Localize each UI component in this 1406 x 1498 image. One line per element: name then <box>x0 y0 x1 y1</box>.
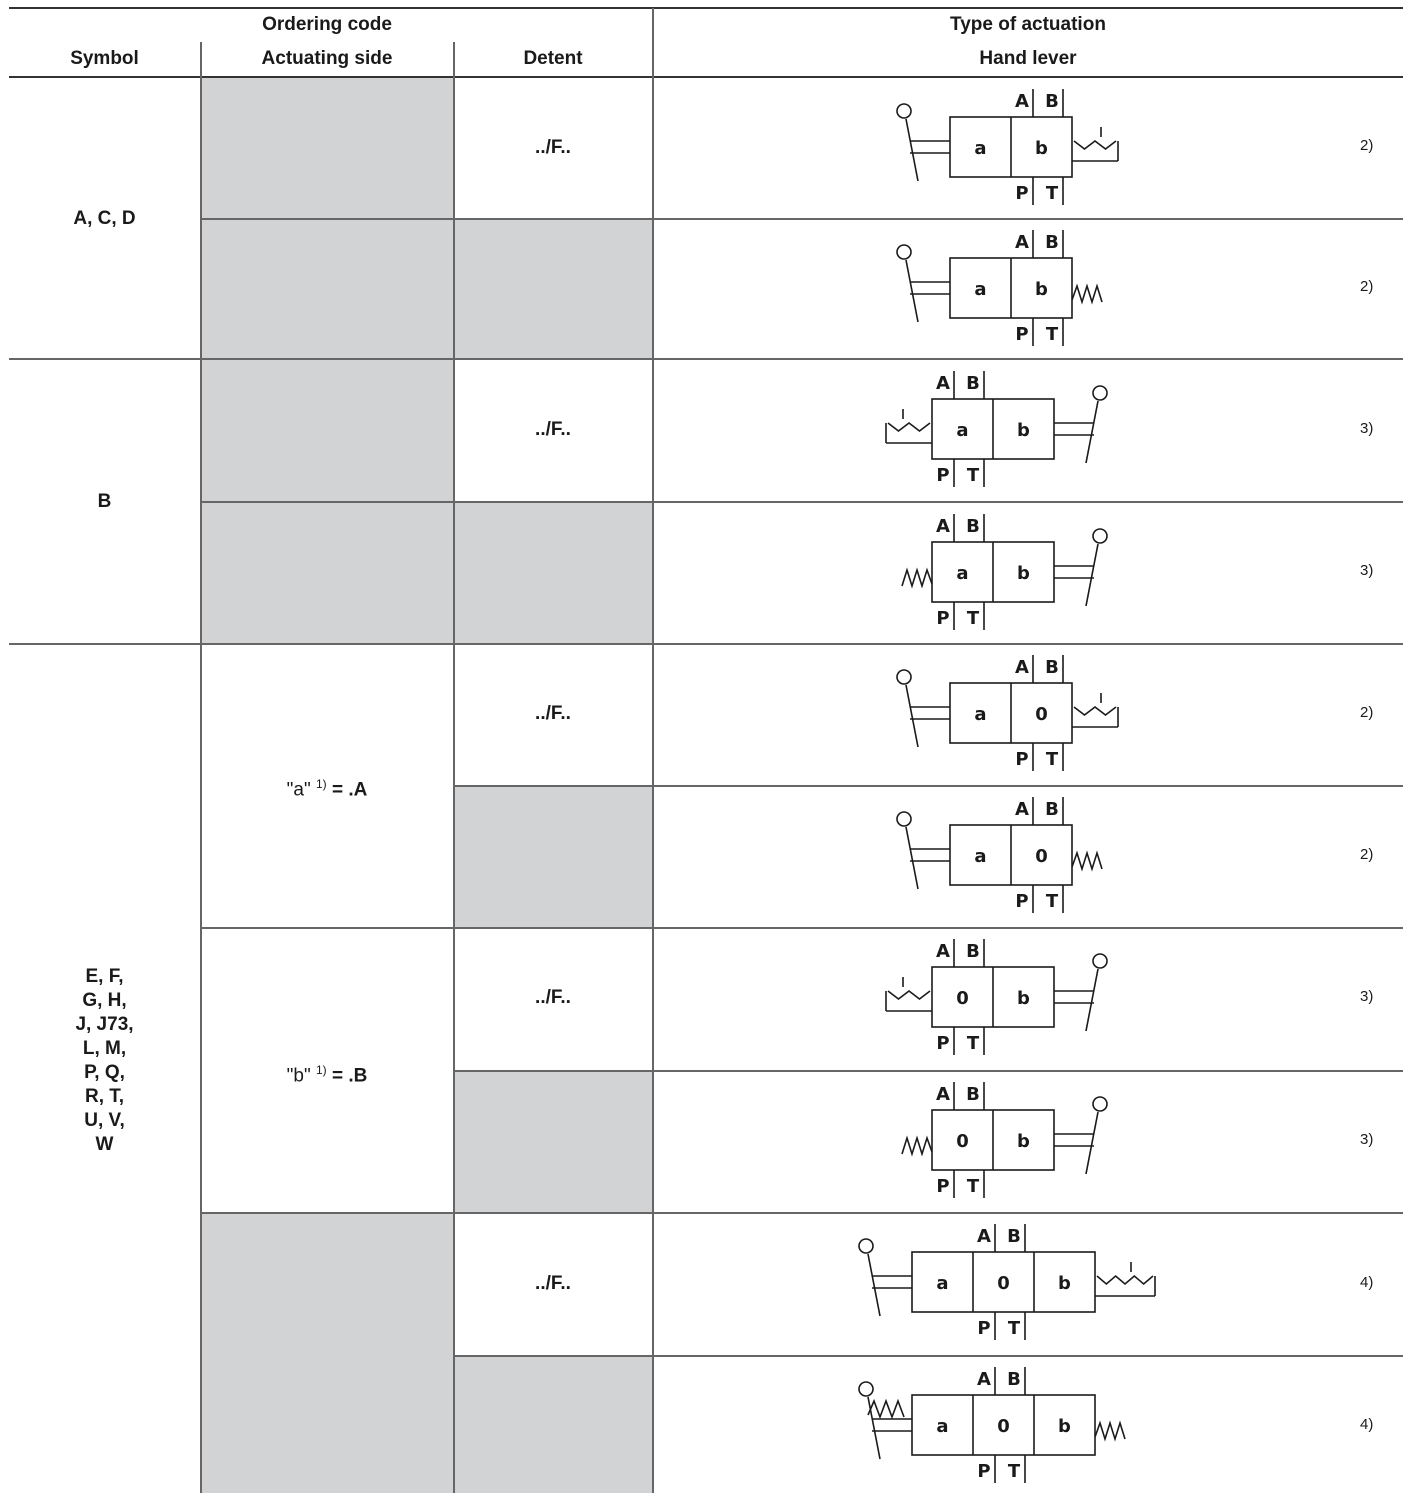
port-label: A <box>977 1226 991 1247</box>
port-label: A <box>936 941 950 962</box>
lever-arm <box>868 1397 880 1459</box>
header-actuating-side: Actuating side <box>261 48 393 69</box>
note-r5: 2) <box>1360 704 1374 721</box>
actuating-side-a <box>201 773 453 801</box>
lever-knob <box>859 1382 873 1396</box>
spring <box>902 1138 932 1154</box>
detent-notches <box>1074 141 1116 149</box>
lever-arm <box>1086 401 1098 463</box>
lever-arm <box>868 1254 880 1316</box>
footnote-ref: 1) <box>316 777 327 791</box>
detent-notches <box>1074 707 1116 715</box>
footnote-ref: 1) <box>316 1063 327 1077</box>
header-symbol: Symbol <box>70 48 139 69</box>
port-label: P <box>936 465 950 486</box>
lever-arm <box>1086 969 1098 1031</box>
actuating-code: = .B <box>326 1065 368 1087</box>
valve-symbol-r8 <box>850 1073 1270 1213</box>
spring <box>1072 286 1102 302</box>
shade-actuating-r3 <box>201 359 453 501</box>
position-label: b <box>1035 279 1048 300</box>
position-label: a <box>974 138 987 159</box>
position-label: 0 <box>997 1273 1010 1294</box>
position-label: a <box>974 846 987 867</box>
spring <box>1072 853 1102 869</box>
port-label: B <box>1007 1369 1021 1390</box>
position-label: 0 <box>1035 846 1048 867</box>
port-label: P <box>1015 891 1029 912</box>
lever-knob <box>1093 954 1107 968</box>
port-label: A <box>1015 232 1029 253</box>
lever-knob <box>897 104 911 118</box>
port-label: B <box>966 516 980 537</box>
port-label: P <box>1015 183 1029 204</box>
row-rule <box>454 1355 1403 1357</box>
port-label: P <box>977 1318 991 1339</box>
shade-detent-r10 <box>454 1356 652 1493</box>
shade-actuating-r4 <box>201 502 453 643</box>
position-label: b <box>1035 138 1048 159</box>
port-label: P <box>977 1461 991 1482</box>
position-label: b <box>1017 988 1030 1009</box>
header-hand-lever: Hand lever <box>979 48 1077 69</box>
position-label: b <box>1017 1131 1030 1152</box>
valve-symbol-r10 <box>850 1358 1270 1498</box>
lever-knob <box>1093 386 1107 400</box>
port-label: P <box>1015 749 1029 770</box>
port-label: A <box>1015 91 1029 112</box>
actuating-prefix: "a" <box>286 779 316 801</box>
lever-knob <box>1093 1097 1107 1111</box>
position-label: 0 <box>1035 704 1048 725</box>
port-label: P <box>936 1176 950 1197</box>
position-label: a <box>936 1273 949 1294</box>
position-label: a <box>936 1416 949 1437</box>
port-label: A <box>936 1084 950 1105</box>
port-label: T <box>1007 1318 1021 1339</box>
note-r10: 4) <box>1360 1416 1374 1433</box>
port-label: B <box>1045 232 1059 253</box>
shade-detent-r2 <box>454 219 652 358</box>
valve-symbol-r6 <box>850 788 1270 928</box>
lever-arm <box>906 119 918 181</box>
position-label: b <box>1058 1416 1071 1437</box>
shade-actuating-r1 <box>201 78 453 218</box>
spring <box>1095 1423 1125 1439</box>
port-label: T <box>966 1176 980 1197</box>
top-rule <box>9 7 1403 9</box>
detent-notches <box>888 991 930 999</box>
port-label: T <box>966 465 980 486</box>
port-label: A <box>1015 799 1029 820</box>
note-r1: 2) <box>1360 137 1374 154</box>
detent-notches <box>1097 1276 1153 1284</box>
position-label: a <box>956 420 969 441</box>
valve-symbol-r4 <box>850 505 1270 645</box>
position-label: a <box>974 704 987 725</box>
valve-symbol-r7 <box>850 930 1270 1070</box>
detent-r3: ../F.. <box>535 419 571 440</box>
lever-arm <box>1086 1112 1098 1174</box>
symbol-group-b: B <box>97 491 112 512</box>
lever-knob <box>897 245 911 259</box>
position-label: b <box>1058 1273 1071 1294</box>
port-label: A <box>977 1369 991 1390</box>
position-label: b <box>1017 563 1030 584</box>
symbol-line: L, M, <box>82 1038 127 1059</box>
port-label: A <box>936 373 950 394</box>
symbol-group-efg <box>9 965 200 1157</box>
header-type-of-actuation: Type of actuation <box>950 14 1106 35</box>
actuating-side-b <box>201 1059 453 1087</box>
port-label: B <box>1045 91 1059 112</box>
note-r7: 3) <box>1360 988 1374 1005</box>
position-label: 0 <box>956 1131 969 1152</box>
lever-knob <box>897 670 911 684</box>
position-label: 0 <box>997 1416 1010 1437</box>
lever-knob <box>1093 529 1107 543</box>
symbol-line: G, H, <box>82 990 127 1011</box>
shade-detent-r6 <box>454 786 652 927</box>
lever-arm <box>906 685 918 747</box>
lever-arm <box>1086 544 1098 606</box>
detent-notches <box>888 423 930 431</box>
row-rule <box>454 1070 1403 1072</box>
valve-symbol-r9 <box>850 1215 1270 1355</box>
port-label: T <box>1045 891 1059 912</box>
detent-r7: ../F.. <box>535 987 571 1008</box>
port-label: T <box>966 608 980 629</box>
position-label: 0 <box>956 988 969 1009</box>
port-label: T <box>966 1033 980 1054</box>
port-label: P <box>1015 324 1029 345</box>
col-rule-symbol <box>200 42 202 1493</box>
port-label: B <box>966 373 980 394</box>
shade-detent-r4 <box>454 502 652 643</box>
port-label: T <box>1045 324 1059 345</box>
detent-r5: ../F.. <box>535 703 571 724</box>
note-r4: 3) <box>1360 562 1374 579</box>
port-label: B <box>1007 1226 1021 1247</box>
lever-arm <box>906 827 918 889</box>
note-r6: 2) <box>1360 846 1374 863</box>
lever-knob <box>859 1239 873 1253</box>
port-label: B <box>1045 657 1059 678</box>
position-label: a <box>956 563 969 584</box>
symbol-line: E, F, <box>85 966 124 987</box>
valve-symbol-r3 <box>850 362 1270 502</box>
port-label: T <box>1007 1461 1021 1482</box>
symbol-line: W <box>95 1134 114 1155</box>
symbol-line: P, Q, <box>84 1062 125 1083</box>
valve-symbol-r2 <box>850 221 1270 361</box>
symbol-line: R, T, <box>84 1086 125 1107</box>
note-r2: 2) <box>1360 278 1374 295</box>
port-label: T <box>1045 749 1059 770</box>
port-label: B <box>966 1084 980 1105</box>
port-label: P <box>936 1033 950 1054</box>
detent-r9: ../F.. <box>535 1273 571 1294</box>
detent-r1: ../F.. <box>535 137 571 158</box>
position-label: a <box>974 279 987 300</box>
symbol-group-acd: A, C, D <box>73 208 136 229</box>
port-label: B <box>966 941 980 962</box>
lever-arm <box>906 260 918 322</box>
valve-symbol-r5 <box>850 646 1270 786</box>
shade-detent-r8 <box>454 1071 652 1212</box>
port-label: T <box>1045 183 1059 204</box>
spring <box>868 1401 904 1417</box>
position-label: b <box>1017 420 1030 441</box>
shade-actuating-r2 <box>201 219 453 358</box>
port-label: P <box>936 608 950 629</box>
note-r9: 4) <box>1360 1274 1374 1291</box>
symbol-line: U, V, <box>84 1110 125 1131</box>
note-r8: 3) <box>1360 1131 1374 1148</box>
col-rule-detent <box>652 8 654 1493</box>
lever-knob <box>897 812 911 826</box>
header-rule <box>9 76 1403 78</box>
port-label: B <box>1045 799 1059 820</box>
port-label: A <box>936 516 950 537</box>
port-label: A <box>1015 657 1029 678</box>
symbol-line: J, J73, <box>75 1014 134 1035</box>
shade-actuating-r9-r10 <box>201 1213 453 1493</box>
actuating-code: = .A <box>326 779 368 801</box>
spring <box>902 570 932 586</box>
note-r3: 3) <box>1360 420 1374 437</box>
valve-symbol-r1 <box>850 80 1270 220</box>
actuating-prefix: "b" <box>286 1065 316 1087</box>
header-ordering-code: Ordering code <box>262 14 392 35</box>
header-detent: Detent <box>523 48 583 69</box>
